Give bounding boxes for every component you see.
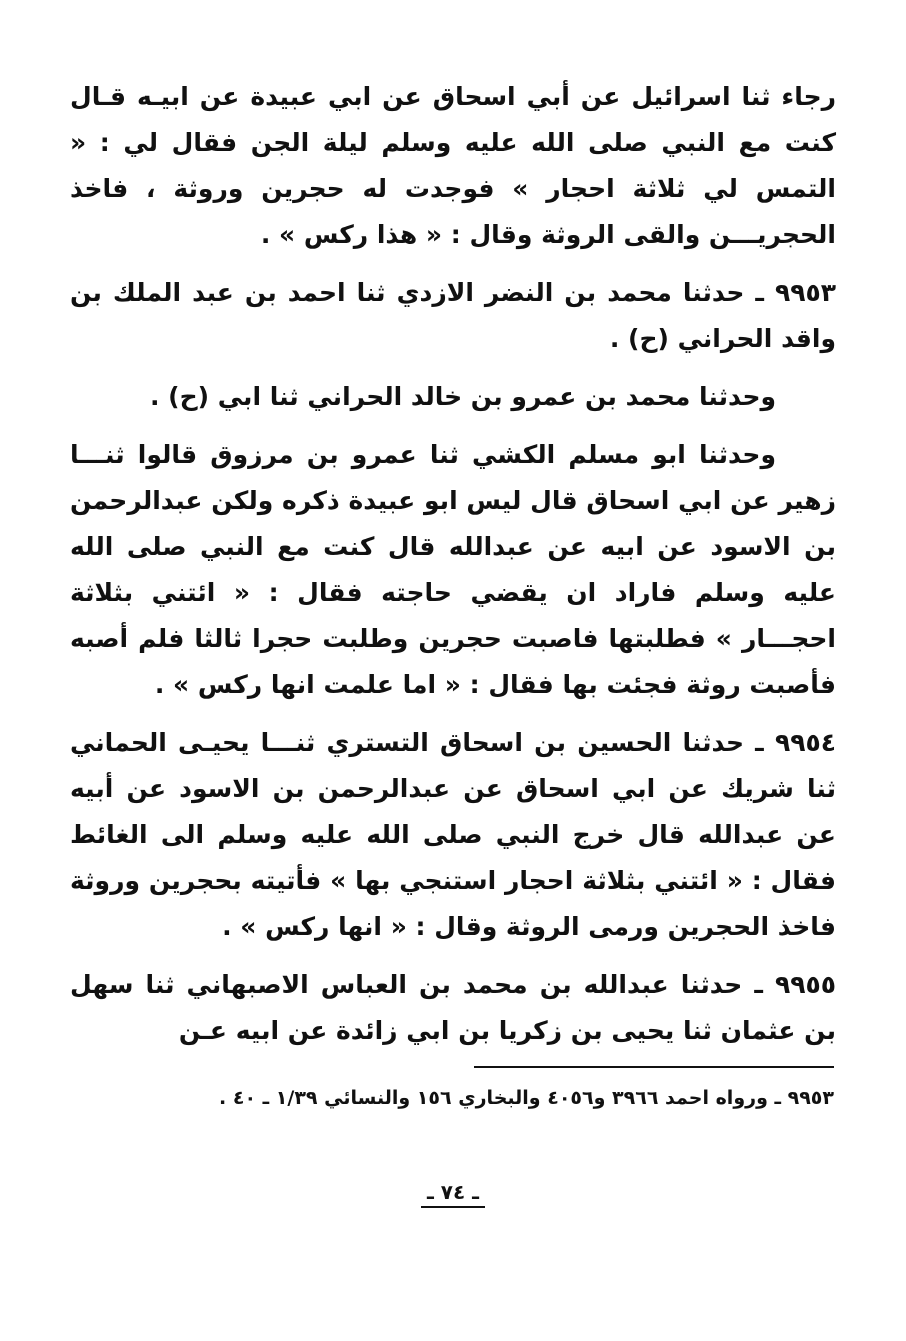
page-number-label: ـ ٧٤ ـ xyxy=(421,1180,485,1208)
paragraph-hadith-9955: ٩٩٥٥ ـ حدثنا عبدالله بن محمد بن العباس الاصبهاني ثنا سهل بن عثمان ثنا يحيى بن زكريا بن ابي زائدة عن ابيه عـن xyxy=(70,970,836,1045)
footnote: ٩٩٥٣ ـ ورواه احمد ٣٩٦٦ و٤٠٥٦ والبخاري ١٥٦ والنسائي ١/٣٩ ـ ٤٠ . xyxy=(219,1087,834,1109)
paragraph-isnad-continuation: رجاء ثنا اسرائيل عن أبي اسحاق عن ابي عبيدة عن ابيـه قـال كنت مع النبي صلى الله عليه وسلم ليلة الجن فقال لي : « التمس لي ثلاثة احجار » فوجدت له حجرين وروثة ، فاخذ الحجريـــن والقى الروثة وقال : « هذا ركس » . xyxy=(70,82,836,249)
footnote-divider xyxy=(474,1066,834,1068)
paragraph-isnad-ha-1: وحدثنا محمد بن عمرو بن خالد الحراني ثنا ابي (ح) . xyxy=(149,382,776,411)
main-text xyxy=(70,74,836,1066)
paragraph-isnad-ha-2: وحدثنا ابو مسلم الكشي ثنا عمرو بن مرزوق قالوا ثنـــا زهير عن ابي اسحاق قال ليس ابو عبيدة ذكره ولكن عبدالرحمن بن الاسود عن ابيه عن عبدالله قال كنت مع النبي صلى الله عليه وسلم فاراد ان يقضي حاجته فقال : « ائتني بثلاثة احجـــار » فطلبتها فاصبت حجرين وطلبت حجرا ثالثا فلم أصبه فأصبت روثة فجئت بها فقال : « اما علمت انها ركس » . xyxy=(70,440,836,699)
paragraph-hadith-9954: ٩٩٥٤ ـ حدثنا الحسين بن اسحاق التستري ثنـــا يحيـى الحماني ثنا شريك عن ابي اسحاق عن عبدالرحمن بن الاسود عن أبيه عن عبدالله قال خرج النبي صلى الله عليه وسلم الى الغائط فقال : « ائتني بثلاثة احجار استنجي بها » فأتيته بحجرين وروثة فاخذ الحجرين ورمى الروثة وقال : « انها ركس » . xyxy=(70,728,836,941)
paragraph-hadith-9953: ٩٩٥٣ ـ حدثنا محمد بن النضر الازدي ثنا احمد بن عبد الملك بن واقد الحراني (ح) . xyxy=(70,278,836,353)
page-number xyxy=(0,1180,906,1204)
